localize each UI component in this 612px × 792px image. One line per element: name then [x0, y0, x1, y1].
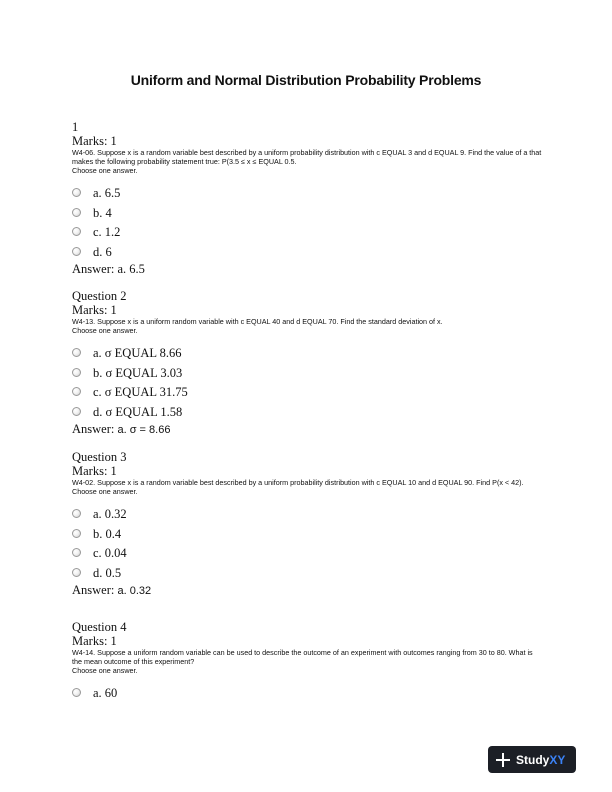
question-marks: Marks: 1: [72, 303, 117, 317]
radio-button-icon[interactable]: [72, 529, 81, 538]
option-d[interactable]: d. 6: [72, 243, 542, 263]
question-text: W4-13. Suppose x is a uniform random variable with c EQUAL 40 and d EQUAL 70. Find the standard deviation of x.: [72, 317, 443, 326]
radio-button-icon[interactable]: [72, 407, 81, 416]
question-2: [72, 289, 542, 438]
brand-suffix: XY: [549, 752, 566, 767]
answer-prefix: Answer:: [72, 583, 118, 597]
plus-icon: [496, 753, 510, 767]
radio-button-icon[interactable]: [72, 188, 81, 197]
question-text: W4-14. Suppose a uniform random variable can be used to describe the outcome of an experiment with outcomes ranging from 30 to 80. What is the mean outcome of this experiment?: [72, 648, 533, 666]
answer-line: [72, 262, 542, 277]
answer-line: [72, 583, 542, 599]
question-marks: Marks: 1: [72, 134, 117, 148]
options-list: [72, 684, 542, 704]
option-b[interactable]: b. 0.4: [72, 525, 542, 545]
question-marks: Marks: 1: [72, 634, 117, 648]
question-text: W4-06. Suppose x is a random variable best described by a uniform probability distribution with c EQUAL 3 and d EQUAL 9. Find the value of a that makes the following probability statement true: P(3.5 ≤ x ≤ EQUAL 0.5.: [72, 148, 542, 166]
question-label: 1: [72, 120, 79, 134]
option-d[interactable]: d. σ EQUAL 1.58: [72, 403, 542, 423]
question-4: [72, 620, 542, 704]
question-text: W4-02. Suppose x is a random variable best described by a uniform probability distribution with c EQUAL 10 and d EQUAL 90. Find P(x < 42).: [72, 478, 524, 487]
option-d[interactable]: d. 0.5: [72, 564, 542, 584]
option-b[interactable]: b. σ EQUAL 3.03: [72, 364, 542, 384]
option-c[interactable]: c. 1.2: [72, 223, 542, 243]
radio-button-icon[interactable]: [72, 688, 81, 697]
question-instruction: Choose one answer.: [72, 166, 138, 175]
option-b[interactable]: b. 4: [72, 204, 542, 224]
studyxy-badge[interactable]: [488, 746, 576, 773]
question-marks: Marks: 1: [72, 464, 117, 478]
radio-button-icon[interactable]: [72, 247, 81, 256]
options-list: [72, 344, 542, 422]
radio-button-icon[interactable]: [72, 348, 81, 357]
answer-prefix: Answer:: [72, 422, 118, 436]
answer-value: a. 0.32: [117, 585, 152, 597]
question-label: Question 3: [72, 450, 127, 464]
question-1: [72, 120, 542, 277]
question-label: Question 2: [72, 289, 127, 303]
option-c[interactable]: c. σ EQUAL 31.75: [72, 383, 542, 403]
radio-button-icon[interactable]: [72, 387, 81, 396]
question-instruction: Choose one answer.: [72, 487, 138, 496]
page-title: Uniform and Normal Distribution Probability Problems: [130, 72, 482, 88]
question-3: [72, 450, 542, 599]
radio-button-icon[interactable]: [72, 509, 81, 518]
radio-button-icon[interactable]: [72, 208, 81, 217]
radio-button-icon[interactable]: [72, 568, 81, 577]
answer-prefix: Answer:: [72, 262, 118, 276]
option-a[interactable]: a. 0.32: [72, 505, 542, 525]
radio-button-icon[interactable]: [72, 227, 81, 236]
answer-value: a. σ = 8.66: [117, 424, 171, 436]
question-label: Question 4: [72, 620, 127, 634]
radio-button-icon[interactable]: [72, 368, 81, 377]
option-a[interactable]: a. 60: [72, 684, 542, 704]
option-c[interactable]: c. 0.04: [72, 544, 542, 564]
answer-value: a. 6.5: [117, 262, 145, 276]
answer-line: [72, 422, 542, 438]
options-list: [72, 184, 542, 262]
brand-name: Study: [516, 752, 550, 767]
options-list: [72, 505, 542, 583]
option-a[interactable]: a. 6.5: [72, 184, 542, 204]
question-instruction: Choose one answer.: [72, 666, 138, 675]
option-a[interactable]: a. σ EQUAL 8.66: [72, 344, 542, 364]
radio-button-icon[interactable]: [72, 548, 81, 557]
question-instruction: Choose one answer.: [72, 326, 138, 335]
